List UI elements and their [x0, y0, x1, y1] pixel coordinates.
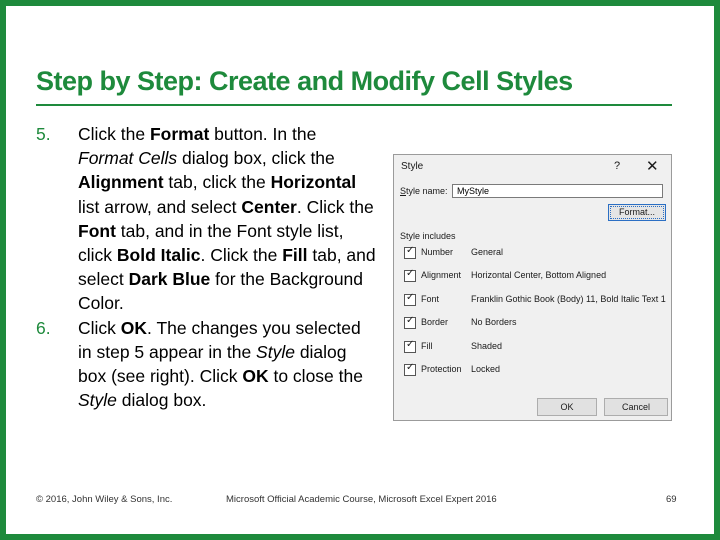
step-text-segment: Dark Blue: [128, 269, 211, 290]
step-text-segment: Format: [149, 124, 210, 144]
step-number: 5.: [36, 124, 51, 144]
protection-checkbox[interactable]: [404, 364, 416, 376]
step-text-segment: Click: [78, 317, 121, 338]
number-checkbox[interactable]: [404, 247, 416, 259]
step-text-segment: dialog box.: [116, 390, 207, 411]
step-text-segment: Click the: [78, 124, 150, 144]
style-name-label-text: tyle name:: [406, 186, 448, 196]
font-value: Franklin Gothic Book (Body) 11, Bold Italic Text 1: [471, 294, 666, 304]
help-icon[interactable]: ?: [614, 160, 621, 172]
close-icon[interactable]: ✕: [646, 158, 659, 175]
step-text: [78, 316, 376, 413]
fill-checkbox[interactable]: [404, 341, 416, 353]
step-text-segment: Font: [78, 220, 116, 241]
alignment-value: Horizontal Center, Bottom Aligned: [471, 270, 607, 280]
step-text-segment: dialog box, click the: [177, 148, 335, 169]
step-text-segment: tab, click the: [163, 172, 271, 193]
step-text-segment: . Click the: [296, 196, 374, 217]
style-includes-label: Style includes: [400, 231, 456, 241]
border-value: No Borders: [471, 317, 517, 327]
step-text-segment: Center: [241, 196, 297, 217]
page-number: 69: [666, 494, 677, 505]
fill-label: Fill: [421, 341, 433, 351]
step-text-segment: Format Cells: [78, 148, 178, 169]
step-item: [36, 122, 376, 316]
step-text: [78, 122, 376, 316]
step-text-segment: OK: [242, 366, 269, 387]
step-number: 6.: [36, 317, 51, 338]
step-text-segment: button. In the: [209, 124, 317, 144]
step-text-segment: OK: [120, 317, 148, 338]
step-text-segment: to close the: [268, 366, 363, 387]
step-text-segment: . Click the: [200, 245, 283, 266]
font-label: Font: [421, 294, 440, 304]
slide-title: Step by Step: Create and Modify Cell Styles: [36, 66, 573, 96]
font-checkbox[interactable]: [404, 294, 416, 306]
step-text-segment: . The changes you selected in step 5 appear in the: [78, 317, 361, 362]
step-list: [36, 122, 376, 412]
step-text-segment: Bold Italic: [116, 245, 201, 266]
footer-copyright: © 2016, John Wiley & Sons, Inc.: [36, 494, 173, 505]
number-value: General: [471, 247, 504, 257]
step-text-segment: Alignment: [78, 172, 164, 193]
style-name-input[interactable]: [452, 184, 663, 198]
step-text-segment: Style: [78, 390, 117, 411]
fill-value: Shaded: [471, 341, 503, 351]
format-button[interactable]: Format...: [608, 204, 666, 221]
border-checkbox[interactable]: [404, 317, 416, 329]
step-text-segment: Horizontal: [270, 172, 357, 193]
ok-button[interactable]: OK: [537, 398, 597, 416]
step-text-segment: Style: [256, 341, 295, 362]
footer-course: Microsoft Official Academic Course, Microsoft Excel Expert 2016: [226, 494, 497, 505]
step-text-segment: tab, and in the Font style list, click: [78, 220, 344, 266]
step-text-segment: list arrow, and select: [78, 196, 242, 217]
step-item: [36, 316, 376, 413]
alignment-label: Alignment: [421, 270, 462, 280]
alignment-checkbox[interactable]: [404, 270, 416, 282]
style-name-label: [400, 186, 448, 196]
protection-value: Locked: [471, 364, 501, 374]
step-text-segment: dialog box (see right). Click: [78, 341, 347, 387]
step-text-segment: for the Background Color.: [78, 269, 364, 314]
border-label: Border: [421, 317, 449, 327]
dialog-title: Style: [401, 161, 424, 172]
protection-label: Protection: [421, 364, 462, 374]
cancel-button[interactable]: Cancel: [604, 398, 668, 416]
number-label: Number: [421, 247, 454, 257]
style-dialog: [393, 154, 672, 421]
style-name-accelerator: S: [400, 186, 407, 196]
step-text-segment: Fill: [282, 245, 308, 266]
title-rule: [36, 104, 672, 106]
step-text-segment: tab, and select: [78, 245, 376, 290]
